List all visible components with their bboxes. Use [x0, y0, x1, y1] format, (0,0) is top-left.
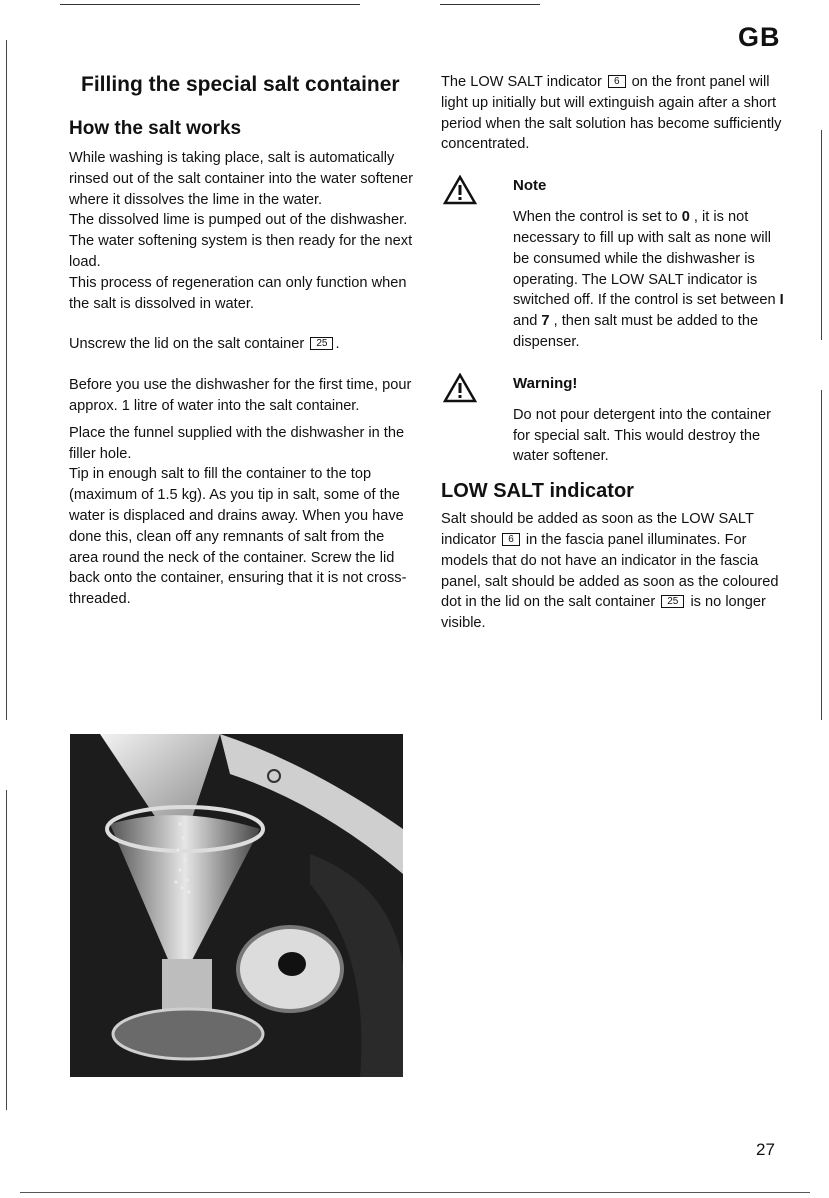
warning-text: Do not pour detergent into the container for special salt. This would destroy the water softener. [513, 406, 771, 465]
intro-paragraph: The LOW SALT indicator 6 on the front panel will light up initially but will extinguish again after a short period when the salt solution has become sufficiently concentrated. [441, 74, 782, 153]
page-number: 27 [756, 1140, 775, 1159]
figure-ref-6: 6 [608, 75, 626, 88]
right-edge-mark-lower [821, 390, 822, 720]
right-column [441, 72, 786, 634]
paragraph-6: Place the funnel supplied with the dishwasher in the filler hole. [69, 424, 405, 462]
figure-ref-25-body: 25 [661, 595, 684, 608]
language-tag: GB [738, 22, 781, 52]
subsection-title: How the salt works [69, 118, 242, 139]
funnel-salt-photo [70, 734, 403, 1077]
low-salt-heading: LOW SALT indicator [441, 480, 634, 503]
paragraph-5: Before you use the dishwasher for the first time, pour approx. 1 litre of water into the salt container. [69, 377, 412, 414]
paragraph-1: While washing is taking place, salt is automatically rinsed out of the salt container into the water softener where it dissolves the lime in the water. [69, 150, 413, 208]
paragraph-7: Tip in enough salt to fill the container to the top (maximum of 1.5 kg). As you tip in salt, some of the water is displaced and drains away. When you have done this, clean off any remnants of salt from the area round the neck of the container. Screw the lid back onto the container, ensuring that it is not cross-threaded. [69, 466, 407, 608]
top-rule-right [440, 4, 540, 5]
warning-triangle-icon [443, 373, 477, 403]
paragraph-3: This process of regeneration can only function when the salt is dissolved in water. [69, 274, 407, 312]
right-edge-mark [821, 130, 822, 340]
warning-block [441, 373, 786, 467]
low-salt-paragraph: Salt should be added as soon as the LOW SALT indicator 6 in the fascia panel illuminates. For models that do not have an indicator in the fascia panel, salt should be added as soon as the coloured dot in the lid on the salt container 25 is no longer visible. [441, 511, 779, 632]
paragraph-4: Unscrew the lid on the salt container 25 . [69, 336, 340, 353]
control-symbol-seven: 7 [541, 313, 550, 330]
bottom-rule [20, 1192, 810, 1193]
left-edge-mark-lower [6, 790, 7, 1110]
left-column [69, 72, 414, 610]
note-block [441, 175, 786, 353]
section-title: Filling the special salt container [81, 73, 400, 96]
note-text: When the control is set to 0 , it is not necessary to fill up with salt as none will be consumed while the dishwasher is operating. The LOW SALT indicator is switched off. If the control is set between I and 7 , then salt must be added to the dispenser. [513, 209, 784, 350]
control-symbol-zero: 0 [681, 209, 690, 226]
paragraph-2: The dissolved lime is pumped out of the dishwasher. The water softening system is then ready for the next load. [69, 212, 413, 270]
control-symbol-one: I [779, 292, 784, 309]
figure-ref-25: 25 [310, 337, 333, 350]
warning-label: Warning! [513, 374, 578, 392]
warning-triangle-icon [443, 175, 477, 205]
left-edge-mark [6, 40, 7, 720]
figure-ref-6-body: 6 [502, 533, 520, 546]
unscrew-text: Unscrew the lid on the salt container [69, 336, 305, 353]
note-label: Note [513, 177, 547, 195]
top-rule-left [60, 4, 360, 5]
